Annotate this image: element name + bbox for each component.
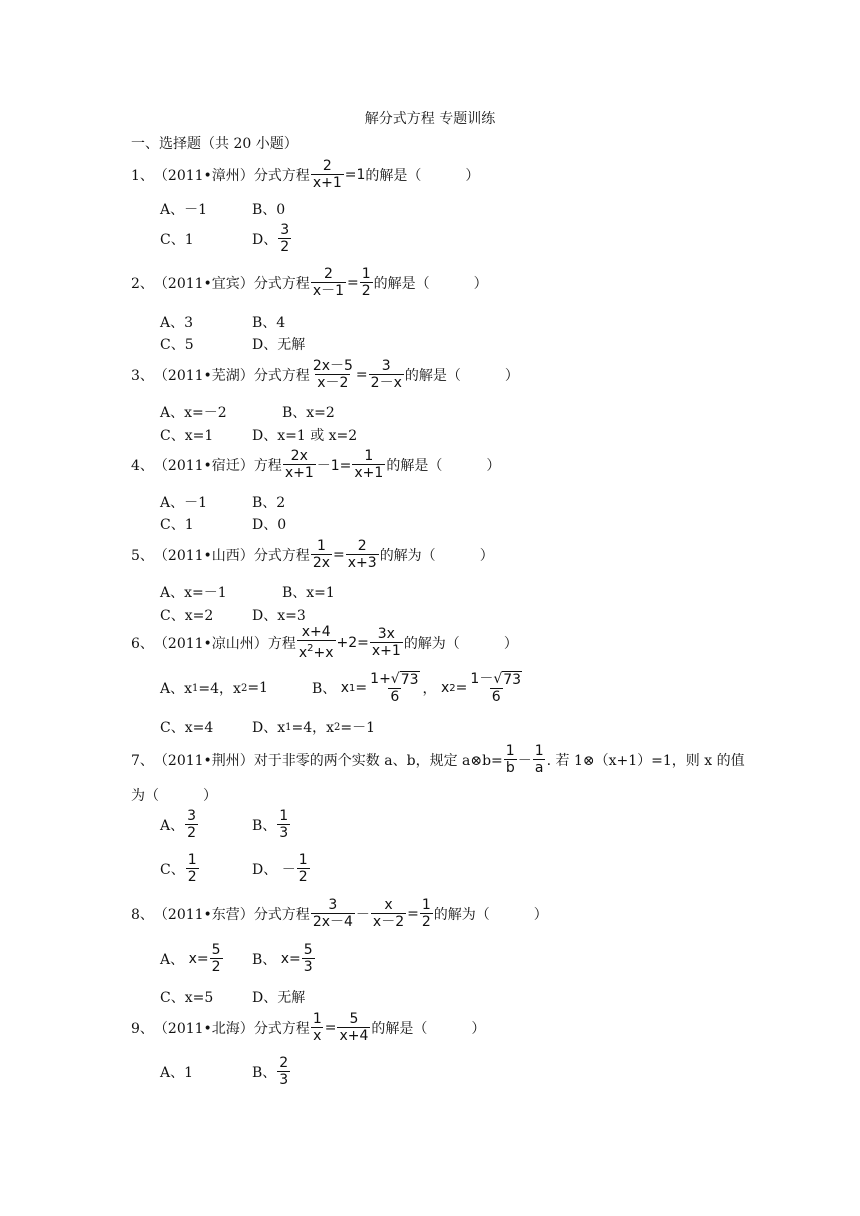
options-row xyxy=(160,671,525,705)
option-b: B、 $\frac{1}{3}$ xyxy=(252,808,289,841)
option-b: B、0 xyxy=(252,202,286,218)
question-7-continued: 为（ ） xyxy=(131,788,217,804)
option-d: D、0 xyxy=(252,517,287,533)
fraction: $\frac{1}{2}$ xyxy=(421,897,431,930)
question-source: （2011•芜湖） xyxy=(153,367,254,384)
option-b: B、x=2 xyxy=(282,405,335,421)
question-source: （2011•凉山州） xyxy=(153,635,268,652)
question-source: （2011•宿迁） xyxy=(153,457,254,474)
options-row xyxy=(160,514,286,534)
fraction: $\frac{1}{x}$ xyxy=(312,1011,322,1044)
options-row xyxy=(160,492,285,512)
fraction: $\frac{2}{x+1}$ xyxy=(312,158,342,191)
question-source: （2011•山西） xyxy=(153,547,254,564)
option-a: A、3 xyxy=(160,315,194,331)
option-a: A、x=－1 xyxy=(160,585,227,601)
question-4: 4、 （2011•宿迁） 方程 $\frac{2x}{x+1}$ －1= $\frac{1}{x+1}$ 的解是（ ） xyxy=(131,448,501,481)
fraction: $\frac{3}{2x-4}$ xyxy=(312,897,353,930)
option-d: D、 $\frac{3}{2}$ xyxy=(252,222,290,255)
question-text: 分式方程 xyxy=(253,167,310,184)
fraction: $\frac{1}{2}$ xyxy=(361,266,371,299)
option-d: D、无解 xyxy=(252,337,306,353)
question-source: （2011•东营） xyxy=(153,906,254,923)
option-c: C、5 xyxy=(160,337,194,353)
page-title: 解分式方程 专题训练 xyxy=(364,111,496,127)
option-c: C、x=1 xyxy=(160,428,214,444)
fraction: $\frac{3}{2-x}$ xyxy=(370,358,402,391)
option-d: D、x 1 =4，x 2 =－1 xyxy=(252,720,376,736)
fraction: $\frac{1}{x+1}$ xyxy=(354,448,384,481)
option-a: A、 x= $\frac{5}{2}$ xyxy=(160,942,221,975)
question-1: 1、 （2011•漳州） 分式方程 $\frac{2}{x+1}$ =1 的解是（ ） xyxy=(131,158,480,191)
options-row xyxy=(160,402,335,422)
options-row xyxy=(160,942,316,975)
option-d: D、无解 xyxy=(252,990,306,1006)
options-row xyxy=(160,222,292,255)
question-7: 7、 （2011•荆州） 对于非零的两个实数 a、b，规定 a⊗b= $\frac{1}{b}$ － $\frac{1}{a}$ . 若 1⊗（x+1）=1，则 x 的值 xyxy=(131,743,745,776)
options-row xyxy=(160,605,306,625)
fraction: $\frac{1}{a}$ xyxy=(534,743,544,776)
fraction: $\frac{1}{2x}$ xyxy=(312,538,331,571)
fraction: $\frac{2x-5}{x-2}$ xyxy=(312,358,353,391)
question-source: （2011•漳州） xyxy=(153,167,254,184)
option-c: C、x=5 xyxy=(160,990,214,1006)
question-text: 的解是（ xyxy=(365,167,422,184)
option-b: B、 x 1 = 1+ √ 73 6 ， x 2 = 1－ √ 73 6 xyxy=(312,671,522,705)
option-c: C、x=2 xyxy=(160,608,214,624)
option-c: C、 $\frac{1}{2}$ xyxy=(160,852,197,885)
option-d: D、x=1 或 x=2 xyxy=(252,428,358,444)
question-source: （2011•北海） xyxy=(153,1020,254,1037)
question-5: 5、 （2011•山西） 分式方程 $\frac{1}{2x}$ = $\frac{2}{x+3}$ 的解为（ ） xyxy=(131,538,494,571)
question-9: 9、 （2011•北海） 分式方程 $\frac{1}{x}$ = $\frac{5}{x+4}$ 的解是（ ） xyxy=(131,1011,486,1044)
option-c: C、1 xyxy=(160,231,194,248)
options-row xyxy=(160,334,305,354)
option-a: A、x=－2 xyxy=(160,405,227,421)
question-source: （2011•荆州） xyxy=(153,752,254,769)
section-heading: 一、选择题（共 20 小题） xyxy=(131,136,298,152)
options-row xyxy=(160,808,291,841)
option-b: B、4 xyxy=(252,315,286,331)
question-6: 6、 （2011•凉山州） 方程 $\frac{x+4}{x^2+x}$ +2= $\frac{3x}{x+1}$ 的解为（ ） xyxy=(131,624,518,661)
option-a: A、－1 xyxy=(160,202,208,218)
options-row xyxy=(160,425,357,445)
options-row xyxy=(160,1055,291,1088)
equation-part: =1 xyxy=(344,166,366,183)
fraction: $\frac{2}{x-1}$ xyxy=(312,266,345,299)
question-3: 3、 （2011•芜湖） 分式方程 $\frac{2x-5}{x-2}$ = $\frac{3}{2-x}$ 的解是（ ） xyxy=(131,358,519,391)
question-2: 2、 （2011•宜宾） 分式方程 $\frac{2}{x-1}$ = $\frac{1}{2}$ 的解是（ ） xyxy=(131,266,488,299)
question-number: 1、 xyxy=(131,167,154,184)
fraction: $\frac{5}{x+4}$ xyxy=(339,1011,369,1044)
option-b: B、x=1 xyxy=(282,585,335,601)
question-source: （2011•宜宾） xyxy=(153,275,254,292)
option-a: A、 $\frac{3}{2}$ xyxy=(160,808,197,841)
options-row xyxy=(160,987,305,1007)
fraction: $\frac{1}{b}$ xyxy=(505,743,515,776)
fraction: $\frac{x}{x-2}$ xyxy=(372,897,405,930)
option-a: A、－1 xyxy=(160,495,208,511)
fraction: $\frac{2x}{x+1}$ xyxy=(284,448,314,481)
option-b: B、 $\frac{2}{3}$ xyxy=(252,1055,289,1088)
options-row xyxy=(160,852,311,885)
option-a: A、1 xyxy=(160,1064,194,1081)
options-row xyxy=(160,199,285,219)
option-c: C、1 xyxy=(160,517,194,533)
option-d: D、x=3 xyxy=(252,608,306,624)
option-b: B、2 xyxy=(252,495,286,511)
option-a: A、x 1 =4，x 2 =1 xyxy=(160,680,268,697)
option-d: D、 － $\frac{1}{2}$ xyxy=(252,852,308,885)
option-b: B、 x= $\frac{5}{3}$ xyxy=(252,942,313,975)
fraction: $\frac{2}{x+3}$ xyxy=(347,538,377,571)
options-row xyxy=(160,582,335,602)
fraction: $\frac{x+4}{x^2+x}$ xyxy=(298,624,334,661)
option-c: C、x=4 xyxy=(160,720,214,736)
options-row xyxy=(160,717,375,737)
question-8: 8、 （2011•东营） 分式方程 $\frac{3}{2x-4}$ － $\frac{x}{x-2}$ = $\frac{1}{2}$ 的解为（ ） xyxy=(131,897,548,930)
options-row xyxy=(160,312,285,332)
fraction: $\frac{3x}{x+1}$ xyxy=(371,626,401,659)
